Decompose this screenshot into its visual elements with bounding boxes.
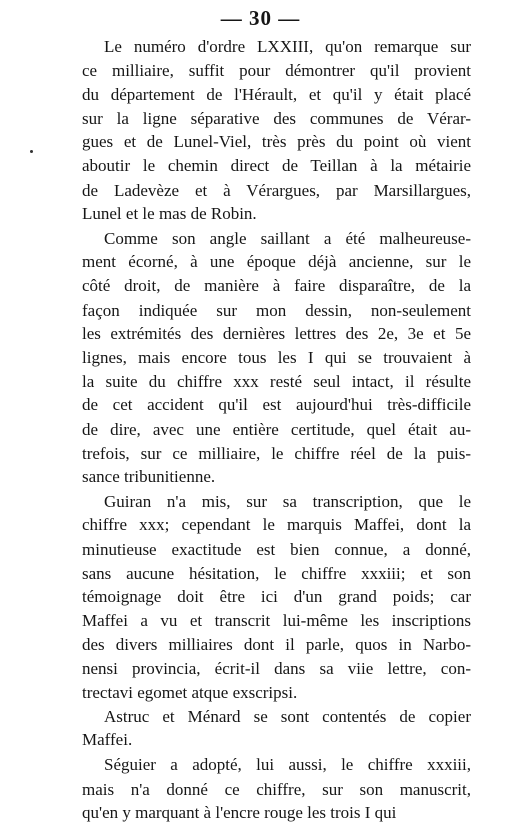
text-line: façon indiquée sur mon dessin, non-seulement bbox=[82, 300, 471, 320]
text-line: sance tribunitienne. bbox=[82, 467, 216, 487]
text-line: Le numéro d'ordre LXXIII, qu'on remarque sur bbox=[104, 37, 471, 57]
text-line: Comme son angle saillant a été malheureuse- bbox=[104, 228, 471, 248]
text-line: des divers milliaires dont il parle, quos in Narbo- bbox=[82, 635, 471, 655]
text-line: gues et de Lunel-Viel, très près du point où vient bbox=[82, 132, 471, 152]
text-line: témoignage doit être ici d'un grand poids; car bbox=[82, 587, 471, 607]
text-line: Maffei a vu et transcrit lui-même les inscriptions bbox=[82, 611, 471, 631]
text-line: nensi provincia, écrit-il dans sa viie lettre, con- bbox=[82, 658, 471, 678]
text-line: Lunel et le mas de Robin. bbox=[82, 203, 257, 223]
text-line: sur la ligne séparative des communes de Vérar- bbox=[82, 109, 471, 129]
text-line: de cet accident qu'il est aujourd'hui très-difficile bbox=[82, 395, 471, 415]
text-line: sans aucune hésitation, le chiffre xxxiii; et son bbox=[82, 563, 471, 583]
text-line: du département de l'Hérault, et qu'il y était placé bbox=[82, 84, 471, 104]
text-line: Guiran n'a mis, sur sa transcription, que le bbox=[104, 492, 471, 512]
page-number: — 30 — bbox=[220, 6, 301, 30]
text-line: les extrémités des dernières lettres des 2e, 3e et 5e bbox=[82, 323, 471, 343]
text-line: chiffre xxx; cependant le marquis Maffei, dont la bbox=[82, 515, 471, 535]
text-line: Maffei. bbox=[82, 730, 133, 750]
text-line: de Ladevèze et à Vérargues, par Marsillargues, bbox=[82, 180, 471, 200]
margin-mark bbox=[30, 150, 33, 153]
text-line: mais n'a donné ce chiffre, sur son manuscrit, bbox=[82, 779, 471, 799]
text-line: de dire, avec une entière certitude, quel était au- bbox=[82, 419, 471, 439]
text-line: qu'en y marquant à l'encre rouge les trois I qui bbox=[82, 802, 397, 822]
text-line: Séguier a adopté, lui aussi, le chiffre xxxiii, bbox=[104, 755, 471, 775]
text-line: minutieuse exactitude est bien connue, a donné, bbox=[82, 539, 471, 559]
text-line: Astruc et Ménard se sont contentés de copier bbox=[104, 707, 471, 726]
text-line: aboutir le chemin direct de Teillan à la métairie bbox=[82, 156, 471, 176]
text-line: lignes, mais encore tous les I qui se trouvaient à bbox=[82, 348, 471, 368]
text-line: trefois, sur ce milliaire, le chiffre réel de la puis- bbox=[82, 443, 471, 463]
text-line: la suite du chiffre xxx resté seul intact, il résulte bbox=[82, 372, 471, 392]
text-line: ment écorné, à une époque déjà ancienne, sur le bbox=[82, 252, 471, 272]
text-line: trectavi egomet atque exscripsi. bbox=[82, 682, 298, 702]
text-line: côté droit, de manière à faire disparaître, de la bbox=[82, 276, 471, 296]
text-line: ce milliaire, suffit pour démontrer qu'il provient bbox=[82, 60, 471, 80]
